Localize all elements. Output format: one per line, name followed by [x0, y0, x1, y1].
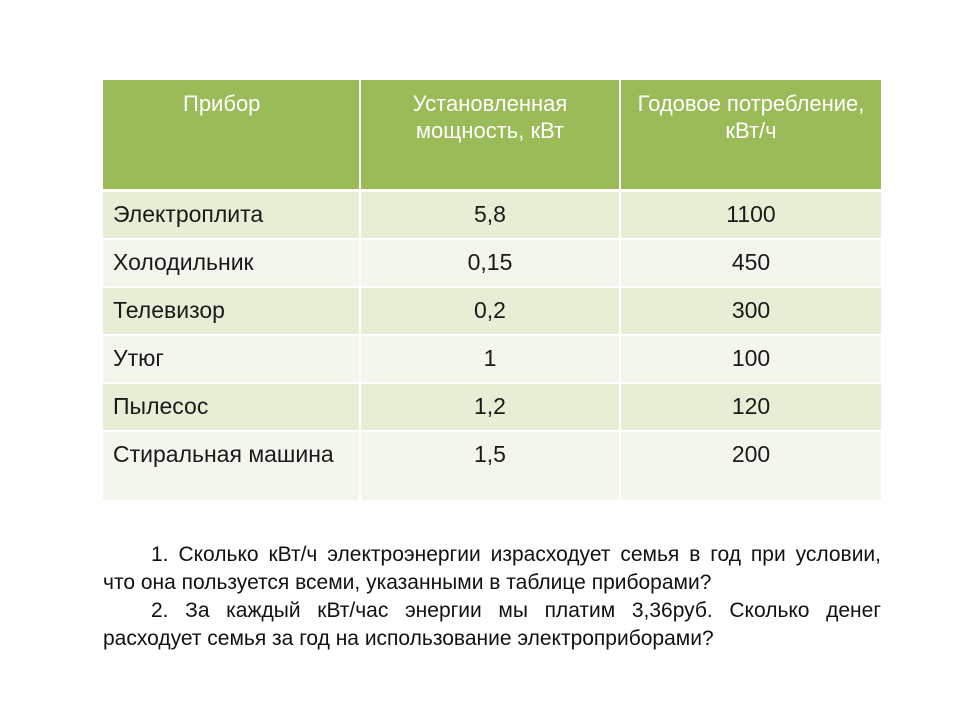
cell-consumption: 1100	[621, 192, 881, 240]
cell-power: 1,5	[361, 432, 621, 502]
cell-consumption: 120	[621, 384, 881, 432]
cell-consumption: 100	[621, 336, 881, 384]
cell-power: 0,15	[361, 240, 621, 288]
cell-appliance: Телевизор	[103, 288, 361, 336]
header-appliance: Прибор	[103, 80, 361, 192]
table-row	[103, 288, 881, 336]
cell-consumption: 200	[621, 432, 881, 502]
cell-appliance: Холодильник	[103, 240, 361, 288]
cell-power: 1,2	[361, 384, 621, 432]
header-installed-power: Установленная мощность, кВт	[361, 80, 621, 192]
table-row	[103, 240, 881, 288]
cell-appliance: Утюг	[103, 336, 361, 384]
table-body	[103, 192, 881, 502]
cell-appliance: Пылесос	[103, 384, 361, 432]
cell-appliance: Стиральная машина	[103, 432, 361, 502]
table-row	[103, 384, 881, 432]
questions-block	[103, 541, 881, 653]
table-row	[103, 192, 881, 240]
header-annual-consumption: Годовое потребление, кВт/ч	[621, 80, 881, 192]
appliance-table	[103, 80, 881, 502]
cell-power: 0,2	[361, 288, 621, 336]
cell-consumption: 450	[621, 240, 881, 288]
question-2: 2. За каждый кВт/час энергии мы платим 3,36руб. Сколько денег расходует семья за год на использование электроприборами?	[103, 599, 881, 650]
cell-power: 5,8	[361, 192, 621, 240]
cell-power: 1	[361, 336, 621, 384]
cell-consumption: 300	[621, 288, 881, 336]
cell-appliance: Электроплита	[103, 192, 361, 240]
table-row	[103, 336, 881, 384]
table-row	[103, 432, 881, 502]
question-1: 1. Сколько кВт/ч электроэнергии израсходует семья в год при условии, что она пользуется всеми, указанными в таблице приборами?	[103, 543, 881, 594]
header-row	[103, 80, 881, 192]
table-header	[103, 80, 881, 192]
